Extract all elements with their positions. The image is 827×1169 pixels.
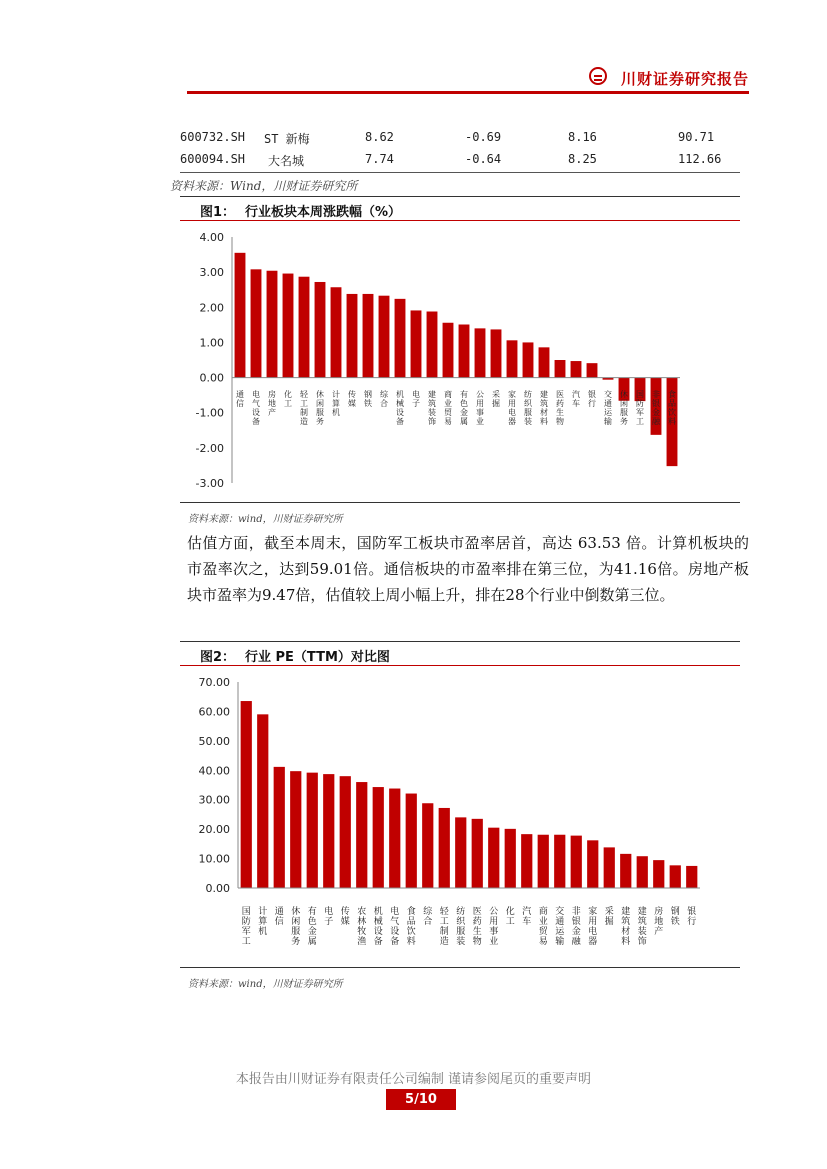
bar	[290, 771, 301, 888]
bar	[363, 294, 374, 378]
x-tick-label: 国防军工	[636, 390, 644, 426]
x-tick-label: 农林牧渔	[357, 907, 367, 947]
x-tick-label: 化工	[505, 907, 515, 927]
table-cell: 8.16	[568, 130, 597, 144]
y-tick-label: 3.00	[199, 266, 224, 280]
x-tick-label: 轻工制造	[439, 907, 449, 947]
bar	[475, 328, 486, 377]
y-tick-label: 1.00	[199, 336, 224, 350]
bar	[459, 325, 470, 378]
figure2-top-rule	[180, 641, 740, 642]
x-tick-label: 综合	[380, 390, 388, 408]
x-tick-label: 房地产	[654, 907, 664, 937]
y-tick-label: 60.00	[198, 705, 230, 719]
x-tick-label: 机械设备	[396, 390, 404, 426]
figure2-label: 图2：	[200, 650, 236, 665]
x-tick-label: 公用事业	[489, 907, 499, 947]
header-divider	[187, 91, 749, 94]
bar	[505, 829, 516, 888]
y-tick-label: 0.00	[205, 882, 230, 895]
figure2-bar-chart	[180, 670, 740, 965]
figure1-bar-chart	[180, 225, 740, 500]
x-tick-label: 休闲服务	[620, 390, 628, 426]
x-tick-label: 非银金融	[571, 907, 581, 947]
bar	[267, 271, 278, 378]
x-tick-label: 建筑装饰	[428, 390, 436, 426]
bar	[395, 299, 406, 378]
bar	[488, 828, 499, 888]
x-tick-label: 房地产	[268, 390, 276, 417]
stock-name: ST 新梅	[264, 132, 310, 146]
bar	[587, 363, 598, 377]
x-tick-label: 钢铁	[364, 390, 372, 408]
bar	[427, 312, 438, 378]
bar	[315, 282, 326, 378]
bar	[274, 767, 285, 888]
body-paragraph: 估值方面，截至本周末，国防军工板块市盈率居首，高达 63.53 倍。计算机板块的市盈率次之，达到59.01倍。通信板块的市盈率排在第三位，为41.16倍。房地产板块市盈率为9.47倍，估值较上周小幅上升，排在28个行业中倒数第三位。	[187, 534, 749, 604]
x-tick-label: 机械设备	[373, 907, 383, 947]
stock-code: 600732.SH	[180, 130, 246, 144]
x-tick-label: 建筑材料	[540, 390, 548, 426]
x-tick-label: 银行	[588, 390, 596, 408]
figure1-source-note: 资料来源：wind，川财证券研究所	[188, 514, 343, 525]
y-tick-label: 30.00	[198, 793, 230, 807]
x-tick-label: 电气设备	[252, 390, 260, 426]
bar	[538, 835, 549, 888]
x-tick-label: 轻工制造	[300, 390, 308, 426]
table-cell: 90.71	[678, 130, 715, 144]
x-tick-label: 建筑材料	[621, 907, 631, 947]
figure2-bottom-rule	[180, 967, 740, 968]
bar	[443, 323, 454, 378]
page-number: 5/10	[386, 1089, 456, 1110]
x-tick-label: 钢铁	[670, 907, 680, 927]
table-cell: 8.25	[568, 152, 597, 166]
x-tick-label: 汽车	[572, 390, 580, 408]
x-tick-label: 公用事业	[476, 390, 484, 426]
y-tick-label: 40.00	[198, 764, 230, 778]
figure2-title-rule	[180, 665, 740, 666]
figure1-title-rule	[180, 220, 740, 221]
bar	[587, 840, 598, 888]
y-tick-label: 2.00	[199, 301, 224, 315]
x-tick-label: 通信	[236, 390, 244, 408]
table-row	[180, 127, 740, 149]
x-tick-label: 传媒	[340, 907, 350, 927]
bar	[411, 310, 422, 377]
bar	[347, 294, 358, 378]
y-tick-label: -1.00	[195, 406, 224, 420]
bar	[637, 856, 648, 888]
x-tick-label: 食品饮料	[406, 907, 416, 947]
bar	[620, 854, 631, 888]
bar	[241, 701, 252, 888]
bar	[571, 836, 582, 888]
figure1-top-rule	[180, 196, 740, 197]
bar	[491, 329, 502, 377]
bar	[571, 361, 582, 378]
x-tick-label: 采掘	[604, 907, 614, 927]
x-tick-label: 交通运输	[555, 907, 565, 947]
stock-code: 600094.SH	[180, 152, 246, 166]
bar	[653, 860, 664, 888]
bar	[604, 847, 615, 888]
x-tick-label: 休闲服务	[291, 907, 301, 947]
table-cell: -0.64	[465, 152, 502, 166]
x-tick-label: 国防军工	[241, 907, 251, 947]
bar	[331, 287, 342, 377]
x-tick-label: 传媒	[348, 390, 356, 408]
bar	[379, 296, 390, 378]
bar	[439, 808, 450, 888]
x-tick-label: 汽车	[522, 907, 532, 927]
stock-name: 大名城	[268, 154, 305, 168]
table-bottom-rule	[180, 172, 740, 173]
y-tick-label: 50.00	[198, 734, 230, 748]
y-tick-label: -2.00	[195, 441, 224, 455]
x-tick-label: 化工	[284, 390, 292, 408]
x-tick-label: 非银金融	[652, 390, 660, 426]
x-tick-label: 商业贸易	[444, 390, 452, 426]
figure1-title: 行业板块本周涨跌幅（%）	[245, 205, 402, 220]
x-tick-label: 电子	[412, 390, 420, 408]
x-tick-label: 休闲服务	[316, 390, 324, 426]
bar	[686, 866, 697, 888]
bar	[521, 834, 532, 888]
bar	[406, 794, 417, 888]
bar	[472, 819, 483, 888]
company-logo-icon	[589, 67, 607, 85]
x-tick-label: 综合	[423, 907, 433, 927]
bar	[555, 360, 566, 378]
y-tick-label: 20.00	[198, 823, 230, 837]
x-tick-label: 交通运输	[604, 390, 612, 426]
bar	[283, 274, 294, 378]
report-header-title: 川财证券研究报告	[620, 70, 749, 88]
x-tick-label: 采掘	[492, 390, 500, 408]
y-tick-label: 10.00	[198, 852, 230, 866]
footer-disclaimer: 本报告由川财证券有限责任公司编制 谨请参阅尾页的重要声明	[235, 1072, 592, 1087]
bar	[422, 803, 433, 888]
x-tick-label: 医药生物	[556, 390, 564, 426]
x-tick-label: 商业贸易	[538, 907, 548, 947]
x-tick-label: 银行	[687, 907, 697, 927]
table-row	[180, 149, 740, 171]
figure1-label: 图1：	[200, 205, 236, 220]
table-cell: -0.69	[465, 130, 502, 144]
x-tick-label: 建筑装饰	[637, 907, 647, 947]
bar	[523, 342, 534, 377]
x-tick-label: 通信	[274, 907, 284, 927]
bar	[356, 782, 367, 888]
x-tick-label: 家用电器	[508, 390, 516, 426]
table-cell: 7.74	[365, 152, 394, 166]
x-tick-label: 电气设备	[390, 907, 400, 947]
x-tick-label: 电子	[324, 907, 334, 927]
table-cell: 8.62	[365, 130, 394, 144]
figure1-bottom-rule	[180, 502, 740, 503]
x-tick-label: 医药生物	[472, 907, 482, 947]
bar	[554, 835, 565, 888]
x-tick-label: 计算机	[332, 390, 340, 417]
bar	[299, 277, 310, 378]
figure2-source-note: 资料来源：wind，川财证券研究所	[188, 979, 343, 990]
x-tick-label: 有色金属	[307, 907, 317, 947]
x-tick-label: 食品饮料	[668, 390, 676, 426]
y-tick-label: 0.00	[199, 371, 224, 385]
bar	[507, 340, 518, 377]
bar	[235, 253, 246, 378]
bar	[455, 817, 466, 888]
bar	[251, 269, 262, 377]
bar	[307, 773, 318, 888]
bar	[373, 787, 384, 888]
bar	[670, 865, 681, 888]
x-tick-label: 纺织服装	[456, 907, 466, 947]
bar	[323, 774, 334, 888]
bar	[257, 714, 268, 888]
y-tick-label: -3.00	[195, 477, 224, 490]
table-cell: 112.66	[678, 152, 722, 166]
bar	[539, 347, 550, 377]
x-tick-label: 有色金属	[460, 390, 468, 426]
bar	[340, 776, 351, 888]
x-tick-label: 纺织服装	[524, 390, 532, 426]
figure2-title: 行业 PE（TTM）对比图	[245, 650, 390, 665]
y-tick-label: 70.00	[198, 676, 230, 689]
table-source-note: 资料来源：Wind，川财证券研究所	[170, 179, 358, 193]
x-tick-label: 计算机	[258, 907, 268, 937]
y-tick-label: 4.00	[199, 231, 224, 244]
x-tick-label: 家用电器	[588, 907, 598, 947]
bar	[389, 789, 400, 888]
